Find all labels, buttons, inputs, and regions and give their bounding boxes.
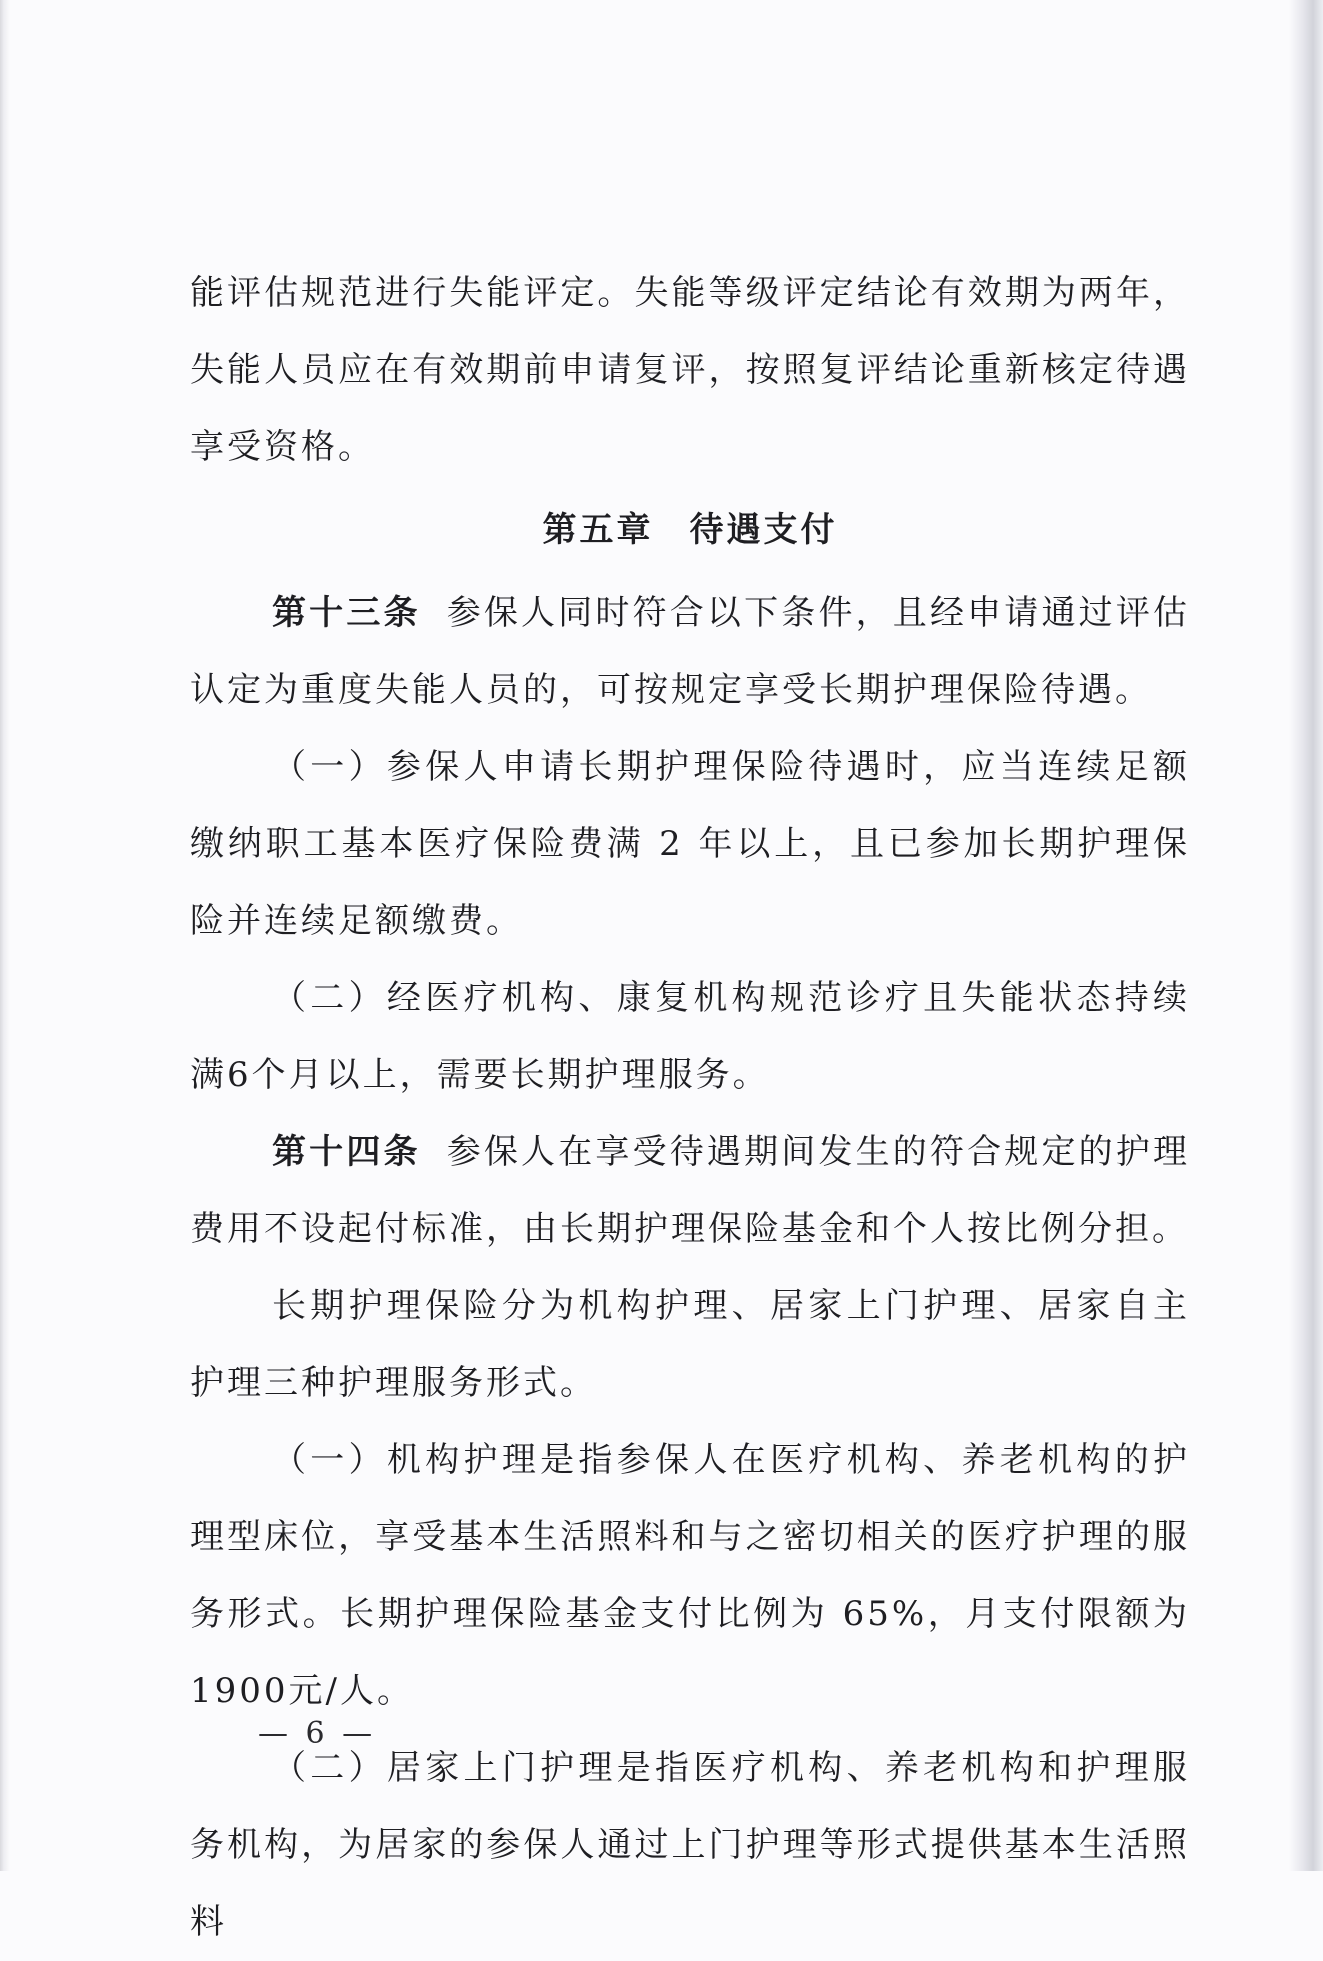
intro-paragraph: 能评估规范进行失能评定。失能等级评定结论有效期为两年，失能人员应在有效期前申请复评，按照复评结论重新核定待遇享受资格。 (190, 273, 1190, 467)
article-13-text: 参保人同时符合以下条件，且经申请通过评估认定为重度失能人员的，可按规定享受长期护理保险待遇。 (190, 593, 1191, 710)
chapter-heading (190, 492, 1190, 569)
chapter-title: 待遇支付 (689, 510, 838, 550)
scan-right-edge (1289, 0, 1323, 1871)
page-number: — 6 — (258, 1716, 377, 1751)
article-14-paragraph (190, 1114, 1190, 1268)
chapter-number: 第五章 (542, 510, 654, 550)
article-14-text: 参保人在享受待遇期间发生的符合规定的护理费用不设起付标准，由长期护理保险基金和个人按比例分担。 (190, 1132, 1191, 1249)
article-13-item-1: （一）参保人申请长期护理保险待遇时，应当连续足额缴纳职工基本医疗保险费满 2 年以上，且已参加长期护理保险并连续足额缴费。 (190, 747, 1190, 941)
article-14-heading: 第十四条 (272, 1132, 421, 1172)
care-forms-paragraph: 长期护理保险分为机构护理、居家上门护理、居家自主护理三种护理服务形式。 (190, 1286, 1190, 1403)
article-13-paragraph (190, 575, 1190, 729)
article-14-item-2: （二）居家上门护理是指医疗机构、养老机构和护理服务机构，为居家的参保人通过上门护理等形式提供基本生活照料 (190, 1748, 1190, 1942)
article-13-heading: 第十三条 (272, 593, 421, 633)
scan-left-edge (0, 0, 10, 1871)
article-14-item-1: （一）机构护理是指参保人在医疗机构、养老机构的护理型床位，享受基本生活照料和与之密切相关的医疗护理的服务形式。长期护理保险基金支付比例为 65%，月支付限额为 1900元/人。 (190, 1440, 1190, 1711)
article-13-item-2: （二）经医疗机构、康复机构规范诊疗且失能状态持续满6个月以上，需要长期护理服务。 (190, 978, 1190, 1095)
document-body (190, 255, 1190, 1961)
